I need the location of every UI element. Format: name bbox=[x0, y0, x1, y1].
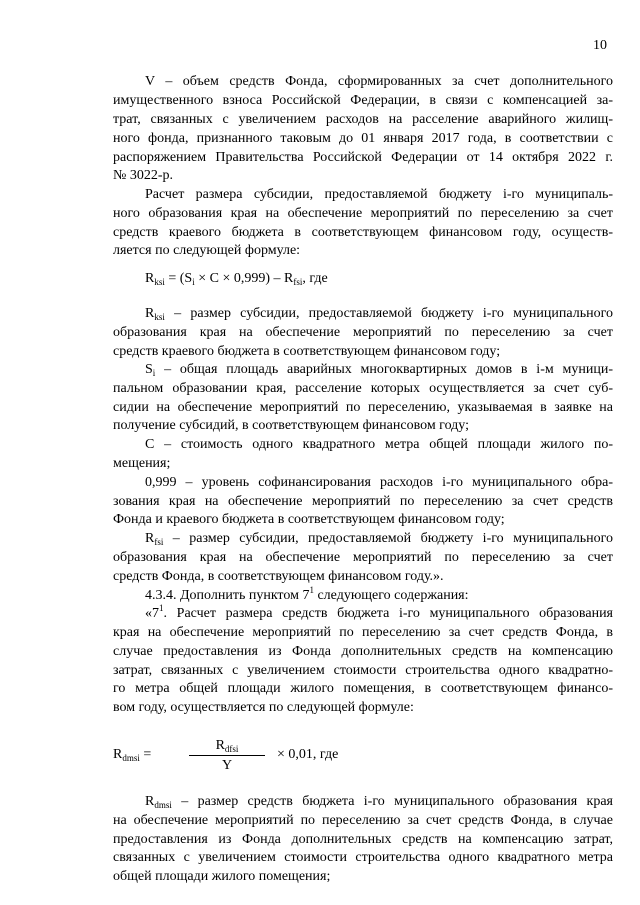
formula-symbol: S bbox=[145, 362, 153, 377]
text-line: образования края на обеспечение мероприятий по переселению за счет bbox=[113, 325, 613, 340]
text-span: «7 bbox=[145, 606, 159, 621]
text-line bbox=[145, 587, 613, 604]
text-span: 4.3.4. Дополнить пунктом 7 bbox=[145, 588, 310, 603]
text-line: зования края на обеспечение мероприятий по переселению за счет средств bbox=[113, 494, 613, 509]
text-line: ного образования края на обеспечение мероприятий по переселению за счет bbox=[113, 206, 613, 221]
formula-fraction bbox=[189, 737, 265, 774]
text-line: ляется по следующей формуле: bbox=[113, 243, 301, 258]
text-line: ного фонда, признанного таковым до 01 января 2017 года, в соответствии с bbox=[113, 131, 613, 146]
superscript: 1 bbox=[309, 585, 314, 595]
text-line: на обеспечение мероприятий по переселению за счет средств Фонда, в случае bbox=[113, 813, 613, 828]
formula-text: = (S bbox=[164, 271, 193, 286]
formula-rdmsi bbox=[113, 737, 373, 777]
text-line: получение субсидий, в соответствующем финансовом году; bbox=[113, 418, 469, 433]
text-line: средств Фонда, в соответствующем финансовом году.». bbox=[113, 569, 444, 584]
formula-subscript: i bbox=[192, 277, 195, 287]
formula-lhs bbox=[113, 747, 151, 763]
text-line: средств краевого бюджета в соответствующем финансовом году, осуществ- bbox=[113, 225, 613, 240]
text-line: вом году, осуществляется по следующей формуле: bbox=[113, 700, 414, 715]
page-number: 10 bbox=[593, 38, 607, 53]
text-line: затрат, связанных с увеличением стоимости строительства одного квадратно- bbox=[113, 663, 613, 678]
formula-subscript: dmsi bbox=[122, 753, 140, 763]
formula-subscript: i bbox=[152, 368, 156, 378]
formula-symbol: R bbox=[145, 271, 155, 286]
text-line: средств краевого бюджета в соответствующем финансовом году; bbox=[113, 344, 501, 359]
text-line: распоряжением Правительства Российской Федерации от 14 октября 2022 г. bbox=[113, 150, 613, 165]
formula-subscript: ksi bbox=[154, 277, 165, 287]
text-line: сидии на обеспечение мероприятий по переселению, указываемая в заявке на bbox=[113, 400, 613, 415]
text-line: предоставления из Фонда дополнительных средств на компенсацию затрат, bbox=[113, 832, 613, 847]
formula-subscript: ksi bbox=[154, 312, 165, 322]
text-span: – общая площадь аварийных многоквартирных домов в i-м муници- bbox=[155, 362, 613, 377]
formula-subscript: dfsi bbox=[224, 744, 239, 754]
formula-subscript: dmsi bbox=[154, 800, 172, 810]
text-line: случае предоставления из Фонда дополнительных средств на компенсацию bbox=[113, 644, 613, 659]
text-line: С – стоимость одного квадратного метра общей площади жилого по- bbox=[145, 437, 613, 452]
fraction-bar bbox=[189, 755, 265, 756]
text-line: связанных с увеличением стоимости строительства одного квадратного метра bbox=[113, 850, 613, 865]
superscript: 1 bbox=[159, 603, 164, 613]
formula-symbol: R bbox=[145, 794, 155, 809]
text-line: Фонда и краевого бюджета в соответствующем финансовом году; bbox=[113, 512, 505, 527]
formula-rhs: × 0,01, где bbox=[277, 747, 339, 762]
formula-rksi bbox=[145, 271, 328, 287]
formula-symbol: R bbox=[145, 306, 155, 321]
formula-text: , где bbox=[302, 271, 328, 286]
text-line: мещения; bbox=[113, 456, 171, 471]
text-line: V – объем средств Фонда, сформированных за счет дополнительного bbox=[145, 74, 613, 89]
formula-subscript: fsi bbox=[293, 277, 303, 287]
text-span: . Расчет размера средств бюджета i-го муниципального образования bbox=[163, 606, 613, 621]
text-line: го метра общей площади жилого помещения, в соответствующем финансо- bbox=[113, 681, 613, 696]
text-line: Расчет размера субсидии, предоставляемой бюджету i-го муниципаль- bbox=[145, 187, 613, 202]
formula-symbol: R bbox=[215, 738, 225, 753]
text-line bbox=[145, 530, 613, 547]
formula-subscript: fsi bbox=[154, 537, 164, 547]
formula-text: × С × 0,999) – R bbox=[194, 271, 294, 286]
formula-symbol: R bbox=[113, 747, 123, 762]
text-line bbox=[145, 793, 613, 810]
text-line: 0,999 – уровень софинансирования расходов i-го муниципального обра- bbox=[145, 475, 613, 490]
fraction-denominator: Y bbox=[221, 758, 233, 773]
text-line: края на обеспечение мероприятий по переселению за счет средств Фонда, в bbox=[113, 625, 613, 640]
text-span: – размер средств бюджета i-го муниципального образования края bbox=[171, 794, 613, 809]
text-line: трат, связанных с увеличением расходов на расселение аварийного жилищ- bbox=[113, 112, 613, 127]
text-line: пальном образовании края, расселение которых осуществляется за счет суб- bbox=[113, 381, 613, 396]
text-span: – размер субсидии, предоставляемой бюджету i-го муниципального bbox=[164, 306, 613, 321]
text-line bbox=[145, 305, 613, 322]
formula-symbol: R bbox=[145, 531, 155, 546]
text-line bbox=[145, 361, 613, 378]
text-line bbox=[145, 605, 613, 622]
fraction-numerator bbox=[189, 737, 265, 754]
text-span: следующего содержания: bbox=[313, 588, 469, 603]
text-line: № 3022-р. bbox=[113, 168, 174, 183]
formula-text: = bbox=[139, 747, 152, 762]
text-line: общей площади жилого помещения; bbox=[113, 869, 331, 884]
text-line: имущественного взноса Российской Федерации, в связи с компенсацией за- bbox=[113, 93, 613, 108]
text-line: образования края на обеспечение мероприятий по переселению за счет bbox=[113, 550, 613, 565]
text-span: – размер субсидии, предоставляемой бюджету i-го муниципального bbox=[163, 531, 613, 546]
